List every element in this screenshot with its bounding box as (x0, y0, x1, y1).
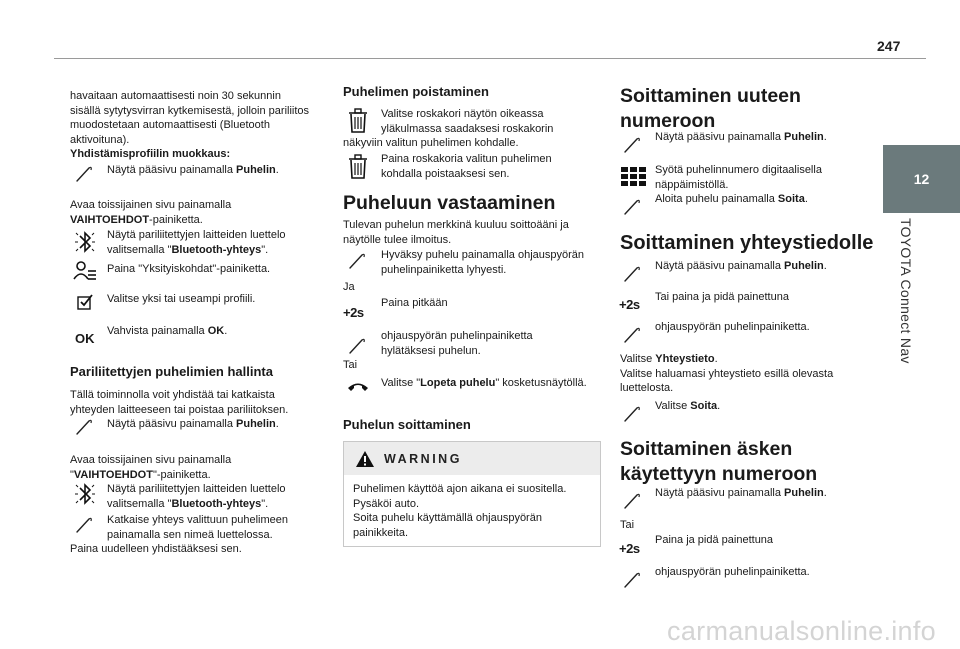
warning-box (343, 441, 601, 547)
text-bold: Puhelin (236, 418, 276, 430)
step-text (655, 130, 827, 145)
text-line: Puhelimen käyttöä ajon aikana ei suositella. (353, 483, 567, 495)
text-part: "-painiketta. (152, 468, 211, 481)
text-part: Näytä pääsivu painamalla (655, 487, 785, 499)
text-part: " (70, 468, 74, 481)
step-text (381, 329, 533, 358)
step-text (381, 152, 552, 181)
step-text (655, 192, 808, 207)
step-text (381, 107, 553, 136)
text-part: Näytä pääsivu painamalla (107, 418, 237, 430)
text-part: valitsemalla " (107, 243, 172, 256)
text-bold: Lopeta puhelu (420, 377, 496, 389)
text-line: Paina roskakoria valitun puhelimen (381, 153, 552, 165)
text-part: . (275, 164, 279, 176)
intro-text (70, 89, 309, 162)
chapter-tab (883, 145, 960, 213)
text-part: . (823, 487, 827, 499)
step-text (107, 228, 286, 257)
text-line: Katkaise yhteys valittuun puhelimeen (107, 514, 288, 526)
touch-icon (72, 164, 96, 184)
keypad-icon (620, 166, 648, 188)
warning-icon (354, 449, 376, 469)
heading-line: käytettyyn numeroon (620, 463, 818, 485)
text-part: -painiketta. (149, 213, 203, 226)
checkbox-icon (74, 292, 96, 312)
touch-icon (620, 491, 644, 511)
connector-text: Tai (343, 359, 358, 371)
text-line: näppäimistöllä. (655, 178, 729, 191)
section-heading (620, 437, 817, 487)
step-text (655, 399, 720, 414)
text-line: näkyviin valitun puhelimen kohdalle. (343, 137, 519, 149)
text-bold: Soita (690, 400, 718, 412)
text-line: aktivoituna). (70, 133, 130, 146)
profile-details-icon (72, 258, 98, 284)
text-part: . (823, 131, 827, 143)
text-line: painikkeita. (353, 526, 409, 539)
text-line: muodostetaan automaattisesti (Bluetooth (70, 119, 270, 131)
step-text: Paina "Yksityiskohdat"-painiketta. (107, 263, 271, 275)
text-part: Aloita puhelu painamalla (655, 193, 778, 205)
section-heading: Pariliitettyjen puhelimien hallinta (70, 364, 273, 379)
text-part: . (224, 325, 228, 337)
step-text (107, 163, 279, 178)
text-line: Näytä pariliitettyjen laitteiden luettelo (107, 229, 286, 241)
text-line: Tulevan puhelun merkkinä kuuluu soittoääni ja (343, 219, 569, 231)
text-part: . (717, 400, 721, 412)
text-line: Syötä puhelinnumero digitaalisella (655, 164, 822, 176)
text-line: Hyväksy puhelu painamalla ohjauspyörän (381, 249, 585, 261)
section-heading (620, 84, 801, 134)
text-line: luettelosta. (620, 382, 674, 394)
paragraph (70, 388, 288, 417)
touch-icon (72, 515, 96, 535)
step-text (655, 486, 827, 501)
heading-line: numeroon (620, 110, 716, 132)
step-text (381, 376, 587, 391)
text-line: Pysäköi auto. (353, 497, 420, 510)
paragraph (70, 453, 231, 482)
text-part: . (823, 260, 827, 272)
text-line: Avaa toissijainen sivu painamalla (70, 199, 232, 211)
text-part: valitsemalla " (107, 497, 172, 510)
touch-icon (345, 251, 369, 271)
text-line: Valitse haluamasi yhteystieto esillä olevasta (620, 367, 834, 380)
text-bold: VAIHTOEHDOT (70, 213, 150, 226)
text-part: Valitse (620, 353, 656, 365)
hold-2s-icon: +2s (619, 297, 640, 312)
touch-icon (620, 135, 644, 155)
hold-2s-icon: +2s (343, 305, 364, 320)
touch-icon (620, 264, 644, 284)
text-line: näytölle tulee ilmoitus. (343, 233, 452, 246)
text-bold: VAIHTOEHDOT (73, 468, 153, 481)
watermark: carmanualsonline.info (667, 616, 936, 646)
step-text (655, 163, 822, 192)
text-line: Avaa toissijainen sivu painamalla (70, 454, 232, 466)
touch-icon (620, 404, 644, 424)
text-line: puhelinpainiketta lyhyesti. (381, 263, 507, 276)
step-text: Tai paina ja pidä painettuna (655, 291, 789, 303)
text-part: . (275, 418, 279, 430)
step-text: Valitse yksi tai useampi profiili. (107, 293, 256, 305)
text-part: Näytä pääsivu painamalla (107, 164, 237, 176)
text-line: Soita puhelu käyttämällä ohjauspyörän (353, 512, 542, 524)
text-part: Vahvista painamalla (107, 325, 208, 337)
header-rule (54, 58, 926, 59)
text-bold: Puhelin (784, 131, 824, 143)
text-line: Valitse roskakori näytön oikeassa (381, 108, 544, 120)
connector-text: Tai (620, 519, 635, 531)
text-bold: Puhelin (236, 164, 276, 176)
edit-heading: Yhdistämisprofiilin muokkaus: (70, 148, 231, 160)
text-line: kohdalla poistaaksesi sen. (381, 167, 510, 180)
text-line: Tällä toiminnolla voit yhdistää tai katkaista (70, 389, 275, 401)
touch-icon (72, 417, 96, 437)
text-bold: Yhteystieto (655, 353, 715, 365)
text-part: Näytä pääsivu painamalla (655, 131, 785, 143)
text-part: Valitse (655, 400, 691, 412)
text-line: Näytä pariliitettyjen laitteiden luettelo (107, 483, 286, 495)
bluetooth-icon (73, 228, 97, 256)
text-part: ". (261, 243, 269, 256)
paragraph (620, 352, 833, 396)
text-line: sisällä sytytysvirran kytkemisestä, jolloin pariliitos (70, 104, 310, 117)
text-bold: Puhelin (784, 487, 824, 499)
connector-text: Ja (343, 281, 355, 293)
text-line: hylätäksesi puhelun. (381, 344, 481, 357)
text-part: Näytä pääsivu painamalla (655, 260, 785, 272)
touch-icon (345, 336, 369, 356)
trash-icon (345, 107, 371, 135)
step-text (655, 259, 827, 274)
text-bold: Soita (777, 193, 805, 205)
step-text: Paina pitkään (381, 297, 448, 309)
chapter-number: 12 (913, 171, 930, 187)
hang-up-icon (345, 376, 371, 396)
step-text (381, 248, 584, 277)
text-line: ohjauspyörän puhelinpainiketta (381, 330, 533, 342)
warning-header (344, 442, 600, 475)
text-bold: Bluetooth-yhteys (171, 497, 262, 510)
bluetooth-icon (73, 480, 97, 508)
step-text: ohjauspyörän puhelinpainiketta. (655, 321, 810, 333)
text-part: . (714, 353, 718, 365)
step-text: Paina ja pidä painettuna (655, 534, 774, 546)
touch-icon (620, 570, 644, 590)
page-number: 247 (877, 38, 901, 54)
warning-title: WARNING (384, 452, 462, 466)
text-bold: OK (207, 325, 225, 337)
heading-line: Soittaminen äsken (620, 438, 793, 460)
text-bold: Bluetooth-yhteys (171, 243, 262, 256)
hold-2s-icon: +2s (619, 541, 640, 556)
step-text (107, 417, 279, 432)
section-heading: Puheluun vastaaminen (343, 192, 556, 214)
text-part: Valitse " (381, 377, 421, 389)
trash-icon (345, 153, 371, 181)
text-part: . (804, 193, 808, 205)
step-text: ohjauspyörän puhelinpainiketta. (655, 566, 810, 578)
step-text (107, 513, 288, 542)
warning-text (353, 482, 566, 540)
text-line: yläkulmassa saadaksesi roskakorin (381, 122, 554, 135)
touch-icon (620, 325, 644, 345)
ok-icon: OK (75, 331, 95, 346)
text-line: havaitaan automaattisesti noin 30 sekunnin (70, 90, 281, 102)
section-heading: Soittaminen yhteystiedolle (620, 232, 874, 254)
section-heading: Puhelun soittaminen (343, 417, 471, 432)
paragraph (70, 198, 231, 227)
text-part: ". (261, 497, 269, 510)
text-line: yhteyden laitteeseen tai poistaa pariliitoksen. (70, 403, 289, 416)
paragraph: Paina uudelleen yhdistääksesi sen. (70, 543, 242, 555)
paragraph (343, 218, 569, 247)
side-label: TOYOTA Connect Nav (898, 218, 914, 364)
text-bold: Puhelin (784, 260, 824, 272)
heading-line: Soittaminen uuteen (620, 85, 801, 107)
touch-icon (620, 197, 644, 217)
text-line: painamalla sen nimeä luettelossa. (107, 528, 273, 541)
section-heading: Puhelimen poistaminen (343, 84, 489, 99)
step-text (107, 324, 227, 339)
text-part: " kosketusnäytöllä. (495, 377, 587, 389)
step-text (107, 482, 286, 511)
